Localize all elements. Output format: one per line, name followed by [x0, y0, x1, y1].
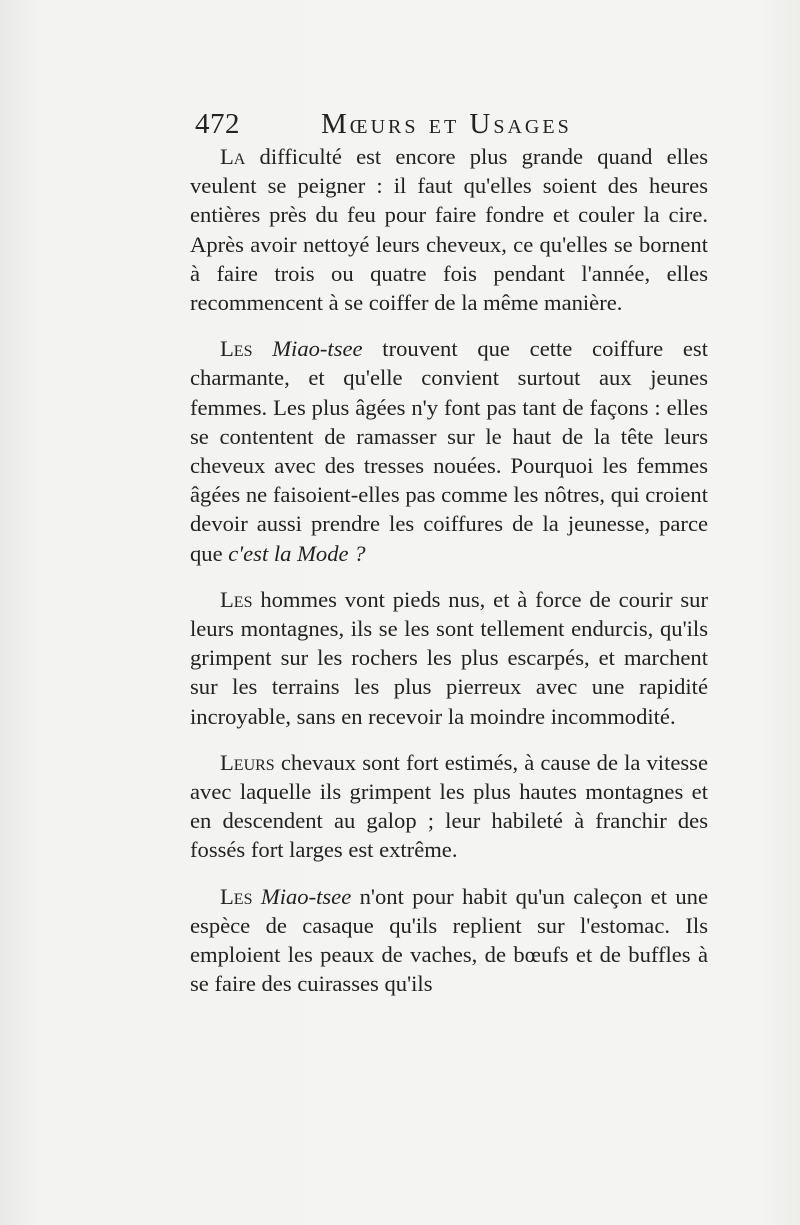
italic-term: Miao-tsee — [272, 336, 363, 362]
paragraph-lead: Les — [220, 336, 253, 362]
paragraph-text: chevaux sont fort estimés, à cause de la vitesse avec laquelle ils grimpent les plus hautes montagnes et en descendent au galop ; leur habileté à franchir des fossés fort larges est extrême. — [190, 749, 708, 863]
italic-phrase: c'est la Mode ? — [228, 540, 366, 566]
paragraph-text — [252, 884, 260, 909]
paragraph-2 — [190, 334, 708, 568]
paragraph-5 — [190, 882, 708, 999]
paragraph-lead: Leurs — [220, 749, 275, 775]
paragraph-lead: La — [220, 144, 246, 169]
paragraph-lead: Les — [220, 586, 253, 612]
italic-term: Miao-tsee — [260, 883, 352, 909]
paragraph-4 — [190, 748, 708, 865]
paragraph-text: n'ont pour habit qu'un caleçon et une espèce de casaque qu'ils replient sur l'estomac. Ils emploient les peaux de vaches, de bœufs et de buffles à se faire des cuirasses qu'ils — [190, 883, 708, 997]
paragraph-text: difficulté est encore plus grande quand elles veulent se peigner : il faut qu'elles soient des heures entières près du feu pour faire fondre et couler la cire. Après avoir nettoyé leurs cheveux, ce qu'elles se bornent à faire trois ou quatre fois pendant l'année, elles recommencent à se coiffer de la même manière. — [190, 144, 708, 316]
running-title: Mœurs et Usages — [321, 108, 572, 140]
paragraph-3 — [190, 585, 708, 731]
paragraph-lead: Les — [220, 883, 253, 909]
paragraph-text: hommes vont pieds nus, et à force de courir sur leurs montagnes, ils se les sont tellement endurcis, qu'ils grimpent sur les rochers les plus escarpés, et marchent sur les terrains les plus pierreux avec une rapidité incroyable, sans en recevoir la moindre incommodité. — [190, 586, 708, 729]
paragraph-text — [252, 336, 272, 361]
body-text — [190, 142, 708, 998]
page-number: 472 — [195, 108, 240, 140]
paragraph-1 — [190, 142, 708, 317]
paragraph-text: trouvent que cette coiffure est charmante, et qu'elle convient surtout aux jeunes femmes. Les plus âgées n'y font pas tant de façons : elles se contentent de ramasser sur le haut de la tête leurs cheveux avec des tresses nouées. Pourquoi les femmes âgées ne faisoient-elles pas comme les nôtres, qui croient devoir aussi prendre les coiffures de la jeunesse, parce que — [190, 336, 708, 566]
